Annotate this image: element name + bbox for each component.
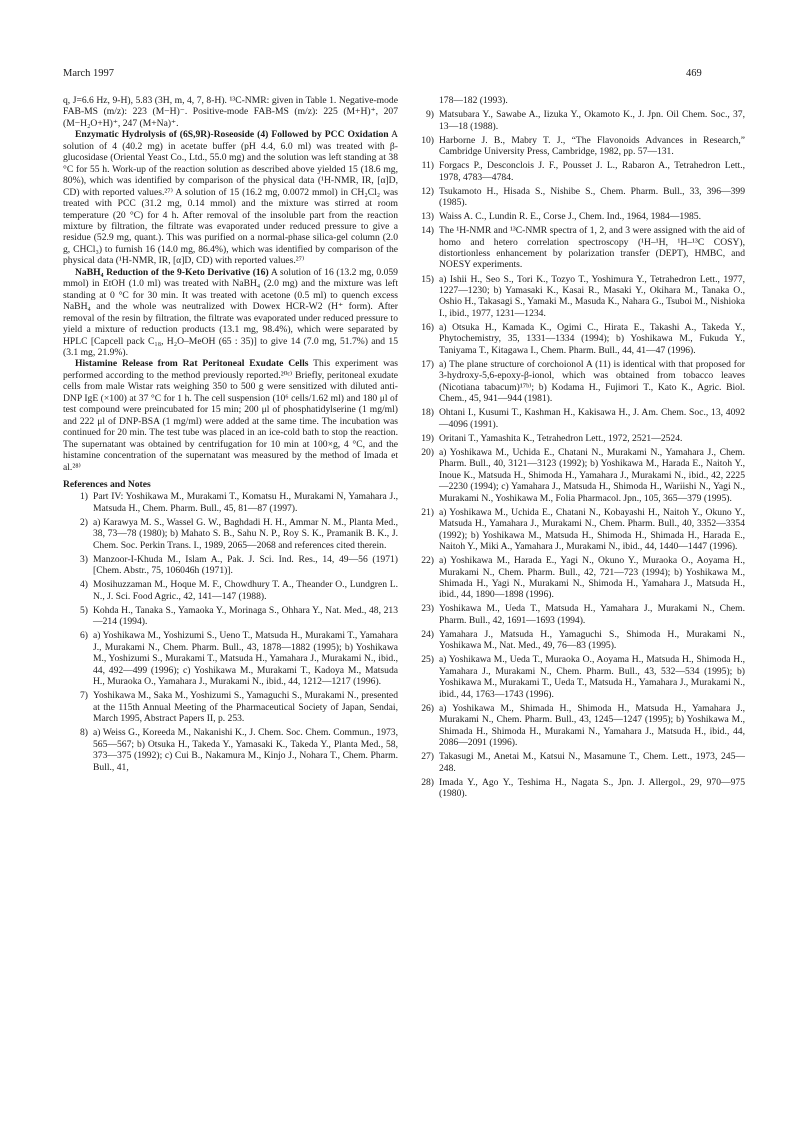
- reference-item: [409, 751, 745, 774]
- reference-text: Takasugi M., Anetai M., Katsui N., Masamune T., Chem. Lett., 1973, 245—248.: [439, 751, 745, 774]
- reference-number: 27): [421, 751, 434, 763]
- reference-item: [409, 322, 745, 356]
- reference-item: [409, 274, 745, 320]
- reference-item: [63, 630, 398, 687]
- reference-text: a) Karawya M. S., Wassel G. W., Baghdadi H. H., Ammar N. M., Planta Med., 38, 73—78 (1980); b) Mahato S. B., Sahu N. P., Roy S. K., Pramanik B. K., J. Chem. Soc. Perkin Trans. I., 1989, 2065—2068 and references cited therein.: [93, 516, 398, 551]
- reference-item: [409, 211, 745, 222]
- reference-number: 15): [421, 273, 434, 285]
- reference-text: Yamahara J., Matsuda H., Yamaguchi S., Shimoda H., Murakami N., Yoshikawa M., Nat. Med., 49, 76—83 (1995).: [439, 628, 745, 652]
- reference-text: a) Ishii H., Seo S., Tori K., Tozyo T., Yoshimura Y., Tetrahedron Lett., 1977, 1227—1230; b) Yamasaki K., Kasai R., Masaki Y., Okihara M., Tanaka O., Oshio H., Takasagi S., Yamaki M., Masuda K., Nahara G., Tsuboi M., Nishioka I., ibid., 1977, 1231—1234.: [439, 273, 745, 319]
- reference-text: a) Yoshikawa M., Uchida E., Chatani N., Kobayashi H., Naitoh Y., Okuno Y., Matsuda H., Yamahara J., Murakami N., Chem. Pharm. Bull., 40, 3352—3354 (1992); b) Yoshikawa M., Matsuda H., Shimoda H., Shimada H., Harada E., Naitoh Y., Miki A., Yamahara J., Murakami N., ibid., 44, 1440—1447 (1996).: [439, 506, 745, 553]
- continued-paragraph: q, J=6.6 Hz, 9-H), 5.83 (3H, m, 4, 7, 8-H). ¹³C-NMR: given in Table 1. Negative-mode FAB-MS (m/z): 223 (M−H)⁻. Positive-mode FAB-MS (m/z): 225 (M+H)⁺, 207 (M−H₂O+H)⁺, 247 (M+Na)⁺.: [63, 95, 398, 129]
- reference-item: [63, 690, 398, 724]
- reference-item: [409, 433, 745, 444]
- reference-text: Yoshikawa M., Ueda T., Matsuda H., Yamahara J., Murakami N., Chem. Pharm. Bull., 42, 1691—1693 (1994).: [439, 603, 745, 626]
- reference-text: Imada Y., Ago Y., Teshima H., Nagata S., Jpn. J. Allergol., 29, 970—975 (1980).: [439, 776, 745, 800]
- reference-text: a) Weiss G., Koreeda M., Nakanishi K., J. Chem. Soc. Chem. Commun., 1973, 565—567; b) Otsuka H., Takeda Y., Yamasaki K., Takeda Y., Planta Med., 58, 373—375 (1992); c) Cui B., Nakamura M., Kinjo J., Nohara T., Chem. Pharm. Bull., 41,: [93, 727, 398, 773]
- reference-number: 25): [421, 654, 434, 666]
- reference-text: Tsukamoto H., Hisada S., Nishibe S., Chem. Pharm. Bull., 33, 396—399 (1985).: [439, 185, 745, 208]
- page-number: 469: [686, 68, 702, 79]
- left-column: [63, 95, 398, 776]
- reference-text: a) Yoshikawa M., Harada E., Yagi N., Okuno Y., Muraoka O., Aoyama H., Murakami N., Chem. Pharm. Bull., 42, 721—723 (1994); b) Yoshikawa M., Shimada H., Yagi N., Murakami N., Shimoda H., Yamahara J., Matsuda H., ibid., 44, 1890—1898 (1996).: [439, 555, 745, 601]
- reference-number: 7): [80, 690, 88, 702]
- reference-item: [63, 605, 398, 628]
- reference-text: a) Yoshikawa M., Ueda T., Muraoka O., Aoyama H., Matsuda H., Shimoda H., Yamahara J., Murakami N., Chem. Pharm. Bull., 43, 532—534 (1995); b) Yoshikawa M., Murakami T., Ueda T., Matsuda H., Yamahara J., Murakami N., ibid., 44, 1763—1743 (1996).: [439, 654, 745, 700]
- reference-list-right: [409, 95, 745, 800]
- reference-number: 10): [421, 134, 434, 146]
- reference-number: 6): [80, 630, 88, 642]
- reference-number: 21): [421, 506, 434, 518]
- reference-number: 8): [80, 727, 88, 739]
- section-nabh4-reduction: [63, 267, 398, 359]
- reference-text: a) Yoshikawa M., Shimada H., Shimoda H., Matsuda H., Yamahara J., Murakami N., Chem. Pharm. Bull., 43, 1245—1247 (1995); b) Yoshikawa M., Shimada H., Shimoda H., Murakami N., Yamahara J., Matsuda H., ibid., 44, 2086—2091 (1996).: [439, 702, 745, 749]
- reference-item: [409, 507, 745, 553]
- reference-item: [409, 225, 745, 271]
- reference-text: a) The plane structure of corchoionol A (11) is identical with that proposed for 3-hydroxy-5,6-epoxy-β-ionol, which was obtained from tobacco leaves (Nicotiana tabacum)¹⁷ᵇ⁾; b) Kodama H., Fujimori T., Kato K., Agric. Biol. Chem., 45, 941—944 (1981).: [439, 358, 745, 405]
- reference-number: 11): [421, 160, 434, 172]
- section-body: This experiment was performed according to the method previously reported.²⁰ᶜ⁾ Briefly, peritoneal exudate cells from male Wistar rats weighing 350 to 500 g were sensitized with diluted anti-DNP IgE (×100) at 37 °C for 1 h. The cell suspension (10⁶ cells/1.62 ml) and 180 μl of test compound were preincubated for 15 min; 200 μl of phosphatidylserine (1 mg/ml) and 222 μl of DNP-BSA (1 mg/ml) were added at the same time. The incubation was continued for 20 min. The test tube was placed in an ice-cold bath to stop the reaction. The supernatant was obtained by centrifugation for 10 min at 100×g, 4 °C, and the histamine concentration of the supernatant was measured by the method of Imada et al.²⁸⁾: [63, 358, 398, 473]
- reference-number: 16): [421, 321, 434, 333]
- reference-item: [409, 555, 745, 601]
- reference-text: 178—182 (1993).: [439, 95, 508, 106]
- reference-item: [409, 629, 745, 652]
- reference-number: 9): [426, 109, 434, 121]
- reference-number: 19): [421, 432, 434, 444]
- reference-number: 2): [80, 516, 88, 528]
- reference-item: [409, 703, 745, 749]
- reference-text: Harborne J. B., Mabry T. J., “The Flavonoids Advances in Research,” Cambridge University Press, Cambridge, 1982, pp. 57—131.: [439, 134, 745, 157]
- reference-text: Waiss A. C., Lundin R. E., Corse J., Chem. Ind., 1964, 1984—1985.: [439, 211, 701, 223]
- reference-text: The ¹H-NMR and ¹³C-NMR spectra of 1, 2, and 3 were assigned with the aid of homo and hetero correlation spectroscopy (¹H–¹H, ¹H–¹³C COSY), distortionless enhancement by polarization transfer (DEPT), HMBC, and NOESY experiments.: [439, 225, 745, 271]
- section-heading: Histamine Release from Rat Peritoneal Exudate Cells: [75, 358, 309, 370]
- reference-number: 12): [421, 185, 434, 197]
- reference-text: Kohda H., Tanaka S., Yamaoka Y., Morinaga S., Ohhara Y., Nat. Med., 48, 213—214 (1994).: [93, 604, 398, 628]
- reference-number: 20): [421, 446, 434, 458]
- reference-number: 4): [80, 579, 88, 591]
- section-body: A solution of 4 (40.2 mg) in acetate buffer (pH 4.4, 6.0 ml) was treated with β-glucosidase (Oriental Yeast Co., Ltd., 55.0 mg) and the solution was left standing at 38 °C for 55 h. Work-up of the reaction solution as described above yielded 15 (18.6 mg, 80%), which was identified by comparison of the physical data (¹H-NMR, IR, [α]D, CD) with reported values.²⁷⁾ A solution of 15 (16.2 mg, 0.0072 mmol) in CH₂Cl₂ was treated with PCC (31.2 mg, 0.14 mmol) and the mixture was stirred at room temperature (20 °C) for 4 h. After removal of the insoluble part from the reaction mixture by filtration, the filtrate was evaporated under reduced pressure to give a residue (52.9 mg, quant.). This was purified on a normal-phase silica-gel column (2.0 g, CHCl₃) to furnish 16 (14.0 mg, 86.4%), which was identified by comparison of the physical data (¹H-NMR, IR, [α]D, CD) with reported values.²⁷⁾: [63, 129, 398, 267]
- reference-item: [409, 160, 745, 183]
- reference-text: Yoshikawa M., Saka M., Yoshizumi S., Yamaguchi S., Murakami N., presented at the 115th Annual Meeting of the Pharmaceutical Society of Japan, Sendai, March 1995, Abstract Papers II, p. 253.: [93, 690, 398, 725]
- reference-text: Forgacs P., Desconclois J. F., Pousset J. L., Rabaron A., Tetrahedron Lett., 1978, 4783—4784.: [439, 160, 745, 183]
- reference-item: [409, 654, 745, 700]
- reference-item: [409, 135, 745, 158]
- section-enzymatic-hydrolysis: [63, 129, 398, 266]
- reference-item: [63, 554, 398, 577]
- reference-number: 22): [421, 555, 434, 567]
- reference-item: [409, 777, 745, 800]
- reference-number: 26): [421, 702, 434, 714]
- reference-item: [409, 109, 745, 132]
- right-column: [409, 95, 745, 802]
- reference-text: Ohtani I., Kusumi T., Kashman H., Kakisawa H., J. Am. Chem. Soc., 13, 4092—4096 (1991).: [439, 407, 745, 430]
- section-heading: Enzymatic Hydrolysis of (6S,9R)-Roseoside (4) Followed by PCC Oxidation: [75, 129, 389, 141]
- running-header-date: March 1997: [63, 68, 115, 79]
- reference-number: [409, 95, 439, 106]
- reference-number: 14): [421, 225, 434, 237]
- reference-item: [63, 517, 398, 551]
- reference-number: 18): [421, 407, 434, 419]
- reference-item: [409, 359, 745, 405]
- reference-text: Oritani T., Yamashita K., Tetrahedron Lett., 1972, 2521—2524.: [439, 432, 683, 444]
- reference-number: 1): [80, 491, 88, 503]
- reference-item: [63, 579, 398, 602]
- section-body: A solution of 16 (13.2 mg, 0.059 mmol) in EtOH (1.0 ml) was treated with NaBH₄ (2.0 mg) and the mixture was left standing at 0 °C for 30 min. It was treated with acetone (0.5 ml) to quench excess NaBH₄ and the whole was neutralized with Dowex HCR-W2 (H⁺ form). After removal of the resin by filtration, the filtrate was evaporated under reduced pressure to yield a mixture of reduction products (13.1 mg, 98.4%), which were separated by HPLC [Capcell pack C₁₈, H₂O–MeOH (65 : 35)] to give 14 (7.0 mg, 51.7%) and 15 (3.1 mg, 21.9%).: [63, 266, 398, 358]
- reference-text: Mosihuzzaman M., Hoque M. F., Chowdhury T. A., Theander O., Lundgren L. N., J. Sci. Food Agric., 42, 141—147 (1988).: [93, 579, 398, 602]
- reference-item: [409, 603, 745, 626]
- reference-number: 24): [421, 628, 434, 640]
- reference-list-left: [63, 491, 398, 773]
- reference-number: 13): [421, 211, 434, 223]
- reference-text: a) Yoshikawa M., Yoshizumi S., Ueno T., Matsuda H., Murakami T., Yamahara J., Murakami N., Chem. Pharm. Bull., 43, 1878—1882 (1995); b) Yoshikawa M., Yoshizumi S., Murakami T., Matsuda H., Yamahara J., Murakami N., ibid., 44, 492—499 (1996); c) Yoshikawa M., Murakami T., Kadoya M., Matsuda H., Muraoka O., Yamahara J., Murakami N., ibid., 44, 1212—1217 (1996).: [93, 630, 398, 688]
- reference-text: a) Otsuka H., Kamada K., Ogimi C., Hirata E., Takashi A., Takeda Y., Phytochemistry, 35, 1331—1334 (1994); b) Yoshikawa M., Fukuda Y., Taniyama T., Kitagawa I., Chem. Pharm. Bull., 44, 41—47 (1996).: [439, 321, 745, 356]
- reference-text: Matsubara Y., Sawabe A., Iizuka Y., Okamoto K., J. Jpn. Oil Chem. Soc., 37, 13—18 (1988).: [439, 109, 745, 132]
- reference-item: [409, 186, 745, 209]
- reference-number: 5): [80, 604, 88, 616]
- reference-number: 28): [421, 776, 434, 788]
- reference-number: 17): [421, 358, 434, 370]
- reference-item: [409, 95, 745, 106]
- reference-text: a) Yoshikawa M., Uchida E., Chatani N., Murakami N., Yamahara J., Chem. Pharm. Bull., 40, 3121—3123 (1992); b) Yoshikawa M., Harada E., Naitoh Y., Inoue K., Matsuda H., Shimoda H., Yamahara J., Murakami N., ibid., 42, 2225—2230 (1994); c) Yamahara J., Matsuda H., Shimoda H., Wariishi N., Yagi N., Murakami N., Yoshikawa M., Folia Pharmacol. Jpn., 105, 365—379 (1995).: [439, 446, 745, 504]
- section-histamine-release: [63, 358, 398, 473]
- reference-number: 23): [421, 603, 434, 615]
- reference-item: [63, 491, 398, 514]
- reference-item: [63, 727, 398, 773]
- reference-item: [409, 407, 745, 430]
- reference-text: Manzoor-I-Khuda M., Islam A., Pak. J. Sci. Ind. Res., 14, 49—56 (1971) [Chem. Abstr., 75, 106046h (1971)].: [93, 553, 398, 577]
- reference-number: 3): [80, 553, 88, 565]
- references-heading: References and Notes: [63, 478, 151, 490]
- reference-text: Part IV: Yoshikawa M., Murakami T., Komatsu H., Murakami N, Yamahara J., Matsuda H., Chem. Pharm. Bull., 45, 81—87 (1997).: [93, 491, 398, 514]
- reference-item: [409, 447, 745, 504]
- section-heading: NaBH₄ Reduction of the 9-Keto Derivative (16): [75, 266, 269, 278]
